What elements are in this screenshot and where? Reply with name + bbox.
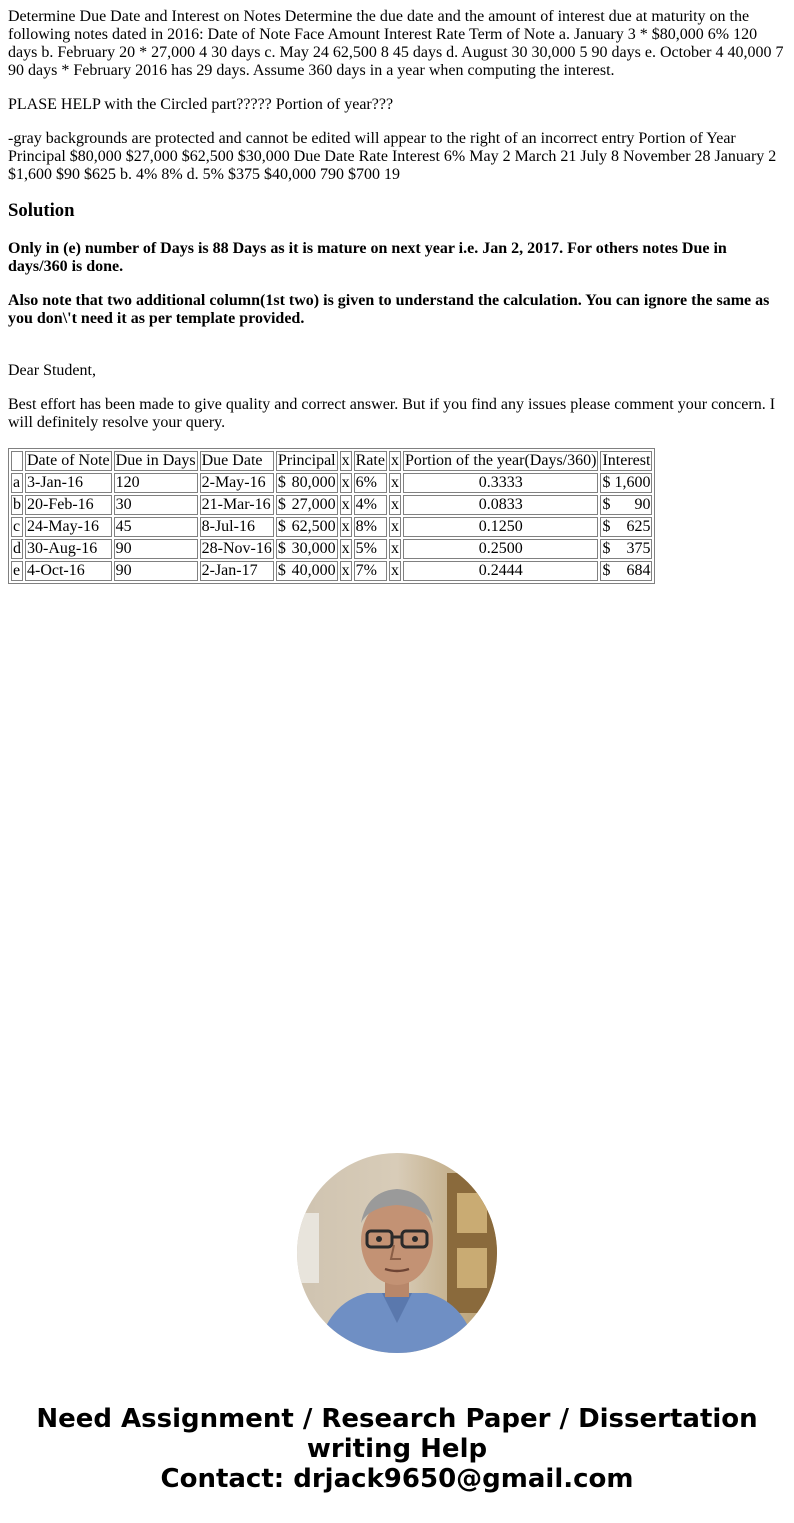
principal: [276, 517, 338, 537]
promo-line-2: writing Help: [306, 1434, 488, 1464]
due-in-days: 120: [114, 473, 198, 493]
due-in-days: 90: [114, 561, 198, 581]
row-label: e: [11, 561, 23, 581]
header-cell-multiply-2: x: [390, 452, 399, 469]
greeting: Dear Student,: [8, 362, 96, 379]
interest: [600, 473, 652, 493]
help-request: PLASE HELP with the Circled part????? Portion of year???: [8, 96, 394, 113]
rate: 6%: [354, 473, 387, 493]
due-date: 2-May-16: [200, 473, 274, 493]
principal-amount: 80,000: [291, 474, 336, 491]
principal: [276, 539, 338, 559]
due-date: 2-Jan-17: [200, 561, 274, 581]
interest: [600, 495, 652, 515]
due-in-days: 45: [114, 517, 198, 537]
currency-symbol: $: [277, 496, 286, 513]
table-header-row: [11, 451, 652, 471]
interest-amount: 1,600: [614, 474, 651, 491]
closing-remark: Best effort has been made to give quality and correct answer. But if you find any issues please comment your concern. I will definitely resolve your query.: [8, 396, 776, 431]
rate: 7%: [354, 561, 387, 581]
principal-amount: 27,000: [291, 496, 336, 513]
rate: 8%: [354, 517, 387, 537]
currency-symbol: $: [277, 562, 286, 579]
portion-of-year: 0.0833: [403, 495, 599, 515]
interest-table: [8, 448, 655, 584]
currency-symbol: $: [602, 518, 611, 535]
multiply-sign: x: [341, 562, 350, 579]
header-cell-portion-of-year: Portion of the year(Days/360): [404, 452, 597, 469]
date-of-note: 30-Aug-16: [25, 539, 112, 559]
header-cell-due-date: Due Date: [200, 451, 274, 471]
principal: [276, 495, 338, 515]
rate: 4%: [354, 495, 387, 515]
template-note: -gray backgrounds are protected and cannot be edited will appear to the right of an incorrect entry Portion of Year Principal $80,000 $27,000 $62,500 $30,000 Due Date Rate Interest 6% May 2 March 21 July 8 November 28 January 2 $1,600 $90 $625 b. 4% 8% d. 5% $375 $40,000 790 $700 19: [8, 130, 777, 183]
portion-of-year: 0.3333: [403, 473, 599, 493]
table-row: [11, 473, 652, 493]
multiply-sign: x: [341, 474, 350, 491]
currency-symbol: $: [602, 496, 611, 513]
multiply-sign: x: [341, 496, 350, 513]
currency-symbol: $: [602, 474, 611, 491]
interest-amount: 90: [634, 496, 651, 513]
date-of-note: 3-Jan-16: [25, 473, 112, 493]
principal-amount: 30,000: [291, 540, 336, 557]
rate: 5%: [354, 539, 387, 559]
row-label: a: [11, 473, 23, 493]
interest: [600, 517, 652, 537]
currency-symbol: $: [277, 474, 286, 491]
solution-note-days: Only in (e) number of Days is 88 Days as it is mature on next year i.e. Jan 2, 2017. For others notes Due in days/360 is done.: [8, 240, 727, 275]
portion-of-year: 0.2444: [403, 561, 599, 581]
principal-amount: 62,500: [291, 518, 336, 535]
row-label: d: [13, 540, 21, 557]
portion-of-year: 0.2500: [403, 539, 599, 559]
interest-amount: 625: [626, 518, 651, 535]
author-photo: [297, 1153, 497, 1353]
principal-amount: 40,000: [291, 562, 336, 579]
date-of-note: 20-Feb-16: [25, 495, 112, 515]
currency-symbol: $: [602, 562, 611, 579]
due-date: 28-Nov-16: [201, 540, 272, 557]
date-of-note: 24-May-16: [25, 517, 112, 537]
promo-footer: [0, 1404, 794, 1494]
multiply-sign: x: [390, 518, 399, 535]
interest: [600, 561, 652, 581]
due-date: 8-Jul-16: [200, 517, 274, 537]
header-cell-label: [11, 451, 23, 471]
principal: [276, 473, 338, 493]
row-label: b: [13, 496, 21, 513]
principal: [276, 561, 338, 581]
row-label: c: [11, 517, 23, 537]
page-content: [8, 8, 786, 584]
table-row: [11, 495, 652, 515]
due-in-days: 30: [114, 495, 198, 515]
multiply-sign: x: [390, 496, 399, 513]
interest-amount: 684: [626, 562, 651, 579]
header-cell-multiply-1: x: [341, 452, 350, 469]
solution-heading: Solution: [8, 200, 75, 221]
date-of-note: 4-Oct-16: [25, 561, 112, 581]
currency-symbol: $: [602, 540, 611, 557]
portion-of-year: 0.1250: [403, 517, 599, 537]
multiply-sign: x: [341, 518, 350, 535]
multiply-sign: x: [341, 540, 350, 557]
promo-contact: Contact: drjack9650@gmail.com: [160, 1464, 634, 1494]
multiply-sign: x: [390, 474, 399, 491]
multiply-sign: x: [390, 540, 399, 557]
solution-note-columns: Also note that two additional column(1st two) is given to understand the calculation. You can ignore the same as you don\'t need it as per template provided.: [8, 292, 770, 327]
question-text: Determine Due Date and Interest on Notes Determine the due date and the amount of interest due at maturity on the following notes dated in 2016: Date of Note Face Amount Interest Rate Term of Note a. January 3 * $80,000 6% 120 days b. February 20 * 27,000 4 30 days c. May 24 62,500 8 45 days d. August 30 30,000 5 90 days e. October 4 40,000 7 90 days * February 2016 has 29 days. Assume 360 days in a year when computing the interest.: [8, 8, 784, 79]
due-in-days: 90: [114, 539, 198, 559]
header-cell-principal: Principal: [277, 452, 336, 469]
table-row: [11, 517, 652, 537]
currency-symbol: $: [277, 518, 286, 535]
table-row: [11, 539, 652, 559]
multiply-sign: x: [390, 562, 399, 579]
due-date: 21-Mar-16: [200, 495, 274, 515]
currency-symbol: $: [277, 540, 286, 557]
interest-amount: 375: [626, 540, 651, 557]
interest: [600, 539, 652, 559]
spacer: [8, 344, 786, 362]
promo-line-1: Need Assignment / Research Paper / Dissertation: [36, 1404, 758, 1434]
header-cell-date-of-note: Date of Note: [27, 452, 110, 469]
header-cell-due-in-days: Due in Days: [115, 452, 196, 469]
header-cell-interest: Interest: [602, 452, 651, 469]
header-cell-rate: Rate: [355, 452, 385, 469]
author-portrait-image: [297, 1153, 497, 1353]
table-row: [11, 561, 652, 581]
